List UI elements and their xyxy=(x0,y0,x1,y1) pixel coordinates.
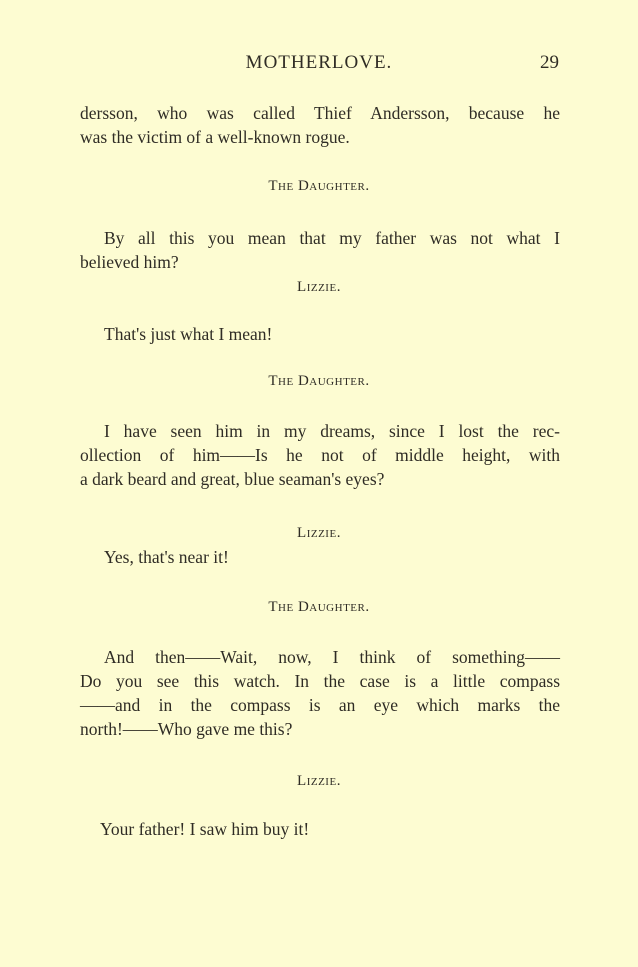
speaker-name: The Daughter. xyxy=(268,373,370,389)
text-line: By all this you mean that my father was not what I xyxy=(104,228,560,248)
running-title: MOTHERLOVE. xyxy=(245,52,393,73)
text-line: That's just what I mean! xyxy=(104,324,273,344)
speaker-name: The Daughter. xyxy=(268,178,370,194)
speaker-name: The Daughter. xyxy=(268,599,370,615)
text-line: Yes, that's near it! xyxy=(104,547,229,567)
text-line: Do you see this watch. In the case is a little compass xyxy=(80,671,560,691)
speaker-name: Lizzie. xyxy=(297,773,341,789)
running-head xyxy=(0,52,638,78)
text-line: ——and in the compass is an eye which marks the xyxy=(80,695,560,715)
text-line: And then——Wait, now, I think of something—— xyxy=(104,647,560,667)
text-line: ollection of him——Is he not of middle height, with xyxy=(80,445,560,465)
text-line: was the victim of a well-known rogue. xyxy=(80,127,350,147)
text-line: Your father! I saw him buy it! xyxy=(100,819,310,839)
speaker-name: Lizzie. xyxy=(297,525,341,541)
speaker-name: Lizzie. xyxy=(297,279,341,295)
text-line: dersson, who was called Thief Andersson, because he xyxy=(80,103,560,123)
text-line: a dark beard and great, blue seaman's eyes? xyxy=(80,469,385,489)
text-line: north!——Who gave me this? xyxy=(80,719,293,739)
page-number: 29 xyxy=(540,52,559,73)
text-line: I have seen him in my dreams, since I lost the rec- xyxy=(104,421,560,441)
text-line: believed him? xyxy=(80,252,179,272)
